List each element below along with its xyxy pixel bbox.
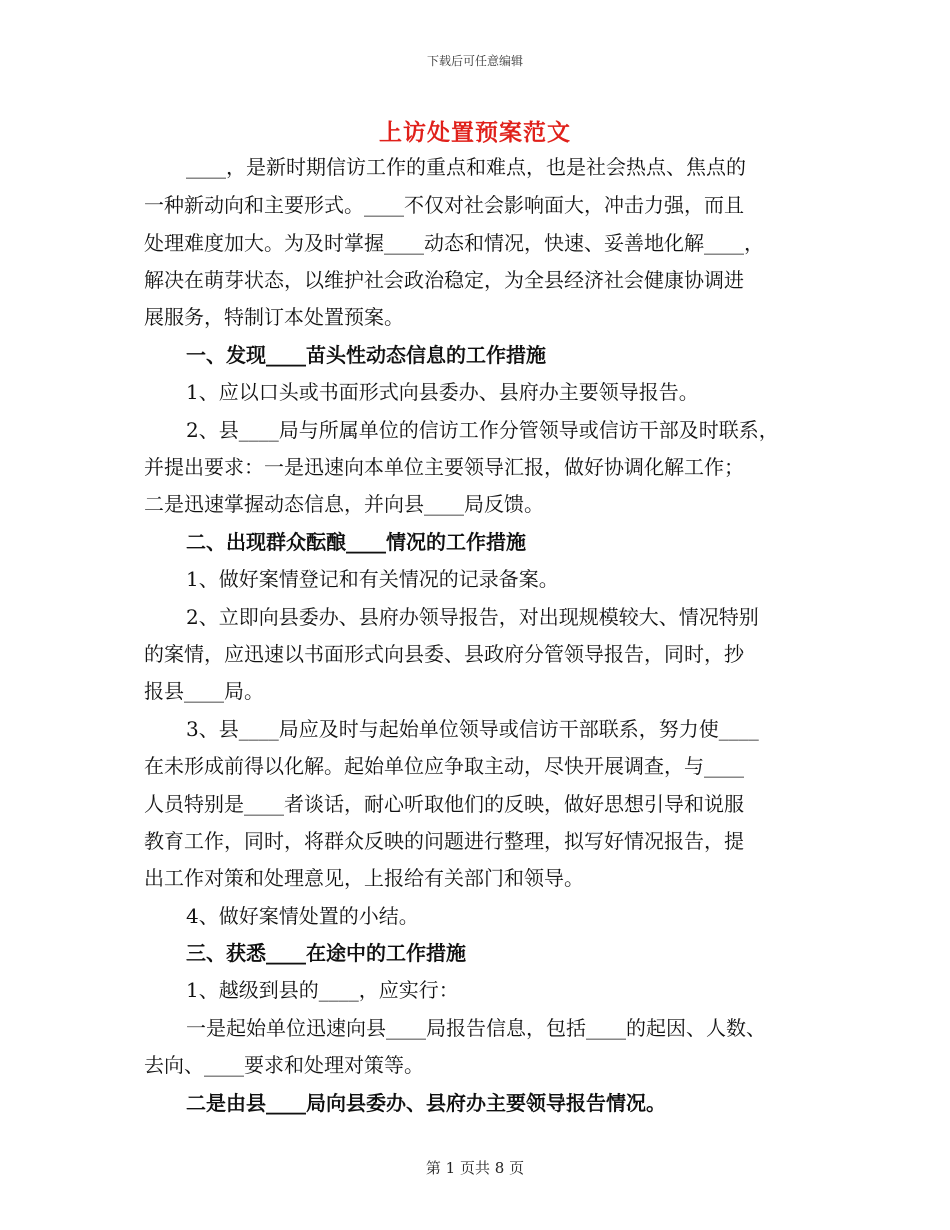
paragraph-line: 一种新动向和主要形式。____不仅对社会影响面大，冲击力强，而且 <box>144 193 744 217</box>
page-number: 第 1 页共 8 页 <box>425 1159 525 1177</box>
paragraph-line: 在未形成前得以化解。起始单位应争取主动，尽快开展调查，与____ <box>144 754 744 778</box>
paragraph-line: 3、县____局应及时与起始单位领导或信访干部联系，努力使____ <box>186 717 759 741</box>
paragraph-line: 2、立即向县委办、县府办领导报告，对出现规模较大、情况特别 <box>186 605 759 629</box>
paragraph-line: 报县____局。 <box>144 679 264 703</box>
paragraph-line: 一是起始单位迅速向县____局报告信息，包括____的起因、人数、 <box>186 1016 766 1040</box>
paragraph-line: 1、做好案情登记和有关情况的记录备案。 <box>186 567 559 591</box>
paragraph-line: 并提出要求：一是迅速向本单位主要领导汇报，做好协调化解工作； <box>144 455 744 479</box>
paragraph-line: 的案情，应迅速以书面形式向县委、县政府分管领导报告，同时，抄 <box>144 642 744 666</box>
section-heading: 一、发现____苗头性动态信息的工作措施 <box>186 343 546 367</box>
paragraph-line: 1、应以口头或书面形式向县委办、县府办主要领导报告。 <box>186 380 699 404</box>
section-heading: 三、获悉____在途中的工作措施 <box>186 941 466 965</box>
paragraph-line: 二是迅速掌握动态信息，并向县____局反馈。 <box>144 492 544 516</box>
paragraph-line: 1、越级到县的____，应实行： <box>186 978 459 1002</box>
paragraph-line: 人员特别是____者谈话，耐心听取他们的反映，做好思想引导和说服 <box>144 792 744 816</box>
document-title: 上访处置预案范文 <box>379 119 571 146</box>
paragraph-line: 4、做好案情处置的小结。 <box>186 904 419 928</box>
section-heading: 二、出现群众酝酿____情况的工作措施 <box>186 530 526 554</box>
paragraph-line: 出工作对策和处理意见，上报给有关部门和领导。 <box>144 866 584 890</box>
paragraph-line: 去向、____要求和处理对策等。 <box>144 1053 424 1077</box>
paragraph-line: 教育工作，同时，将群众反映的问题进行整理，拟写好情况报告，提 <box>144 829 744 853</box>
paragraph-line: ____，是新时期信访工作的重点和难点，也是社会热点、焦点的 <box>186 155 746 179</box>
paragraph-line: 展服务，特制订本处置预案。 <box>144 305 404 329</box>
header-note: 下载后可任意编辑 <box>426 54 523 68</box>
paragraph-line: 解决在萌芽状态，以维护社会政治稳定，为全县经济社会健康协调进 <box>144 268 744 292</box>
paragraph-line: 处理难度加大。为及时掌握____动态和情况，快速、妥善地化解____， <box>144 231 764 255</box>
paragraph-line: 2、县____局与所属单位的信访工作分管领导或信访干部及时联系， <box>186 418 779 442</box>
paragraph-line: 二是由县____局向县委办、县府办主要领导报告情况。 <box>186 1091 666 1115</box>
